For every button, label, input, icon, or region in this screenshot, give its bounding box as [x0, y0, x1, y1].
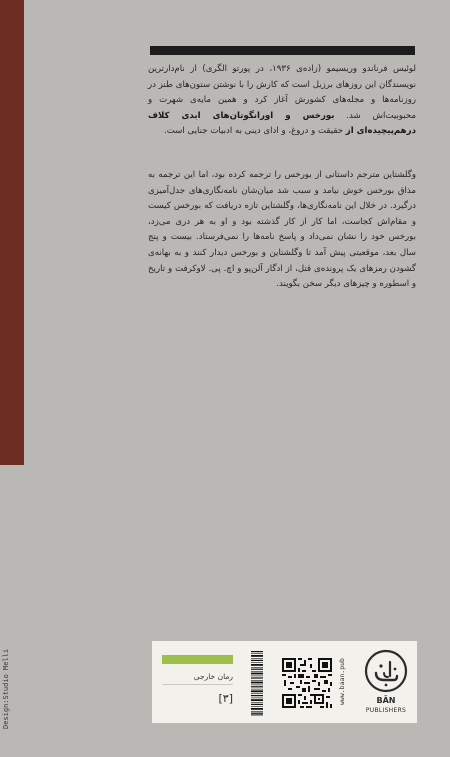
publisher-name: [358, 696, 414, 716]
publisher-logo: [364, 649, 408, 693]
publisher-url: www.baan.pub: [338, 658, 346, 706]
series-number: [۳]: [218, 692, 233, 705]
publisher-name-line1: BĀN: [376, 696, 396, 705]
blurb-p1-tail: حقیقت و دروغ، و ادای دینی به ادبیات جنایی است.: [164, 126, 346, 137]
blurb-p1-bold: بورخس و اورانگوتان‌های ابدی کلاف درهم‌پیچیده‌ای از: [148, 110, 416, 137]
isbn-barcode: [250, 650, 276, 716]
blurb-paragraph-2: [148, 168, 416, 293]
top-rule-bar: [150, 46, 415, 55]
design-credit: Design:Studio Melli: [2, 648, 10, 729]
publisher-name-line2: PUBLISHERS: [365, 707, 407, 714]
spine-stripe: [0, 0, 24, 465]
blurb-p1-intro: لوئیس فرناندو وریسیمو (زاده‌ی ۱۹۳۶، در پورتو الگری) از نام‌دارترین نویسندگان این روزهای برزیل است که کارش را با نوشتن ستون‌های طنز در روزنامه‌ها و مجله‌های کشورش آغاز کرد و همین مایه‌ی شهرت و محبوبیت‌اش شد.: [148, 64, 416, 121]
series-color-band: [162, 655, 233, 664]
blurb-paragraph-1: [148, 62, 416, 140]
series-name: رمان خارجی: [162, 670, 233, 685]
blurb-p2-text: وگلشتاین مترجم داستانی از بورخس را ترجمه کرده بود، اما این ترجمه به مذاق بورخس خوش نیامد و سبب شد میان‌شان نامه‌نگاری‌های جدل‌آمیزی درگیرد. در خلال این نامه‌نگاری‌ها، وگلشتاین تازه دریافت که بورخس کیست و مقام‌اش کجاست، اما کار از کار گذشته بود و او به هر دری می‌زد، بورخس خود را نشان نمی‌داد و پاسخ نامه‌ها را نمی‌فرستاد. بیست و پنج سال بعد، موقعیتی پیش آمد تا وگلشتاین و بورخس دیدار کنند و به بهانه‌ی گشودن رمزهای یک پرونده‌ی قتل، از ادگار آلن‌پو و اچ. پی. لاوکرفت و تاریخ و اسطوره و چیزهای دیگر سخن بگویند.: [148, 170, 416, 290]
qr-code: [282, 655, 332, 711]
publisher-label-panel: [152, 641, 417, 723]
